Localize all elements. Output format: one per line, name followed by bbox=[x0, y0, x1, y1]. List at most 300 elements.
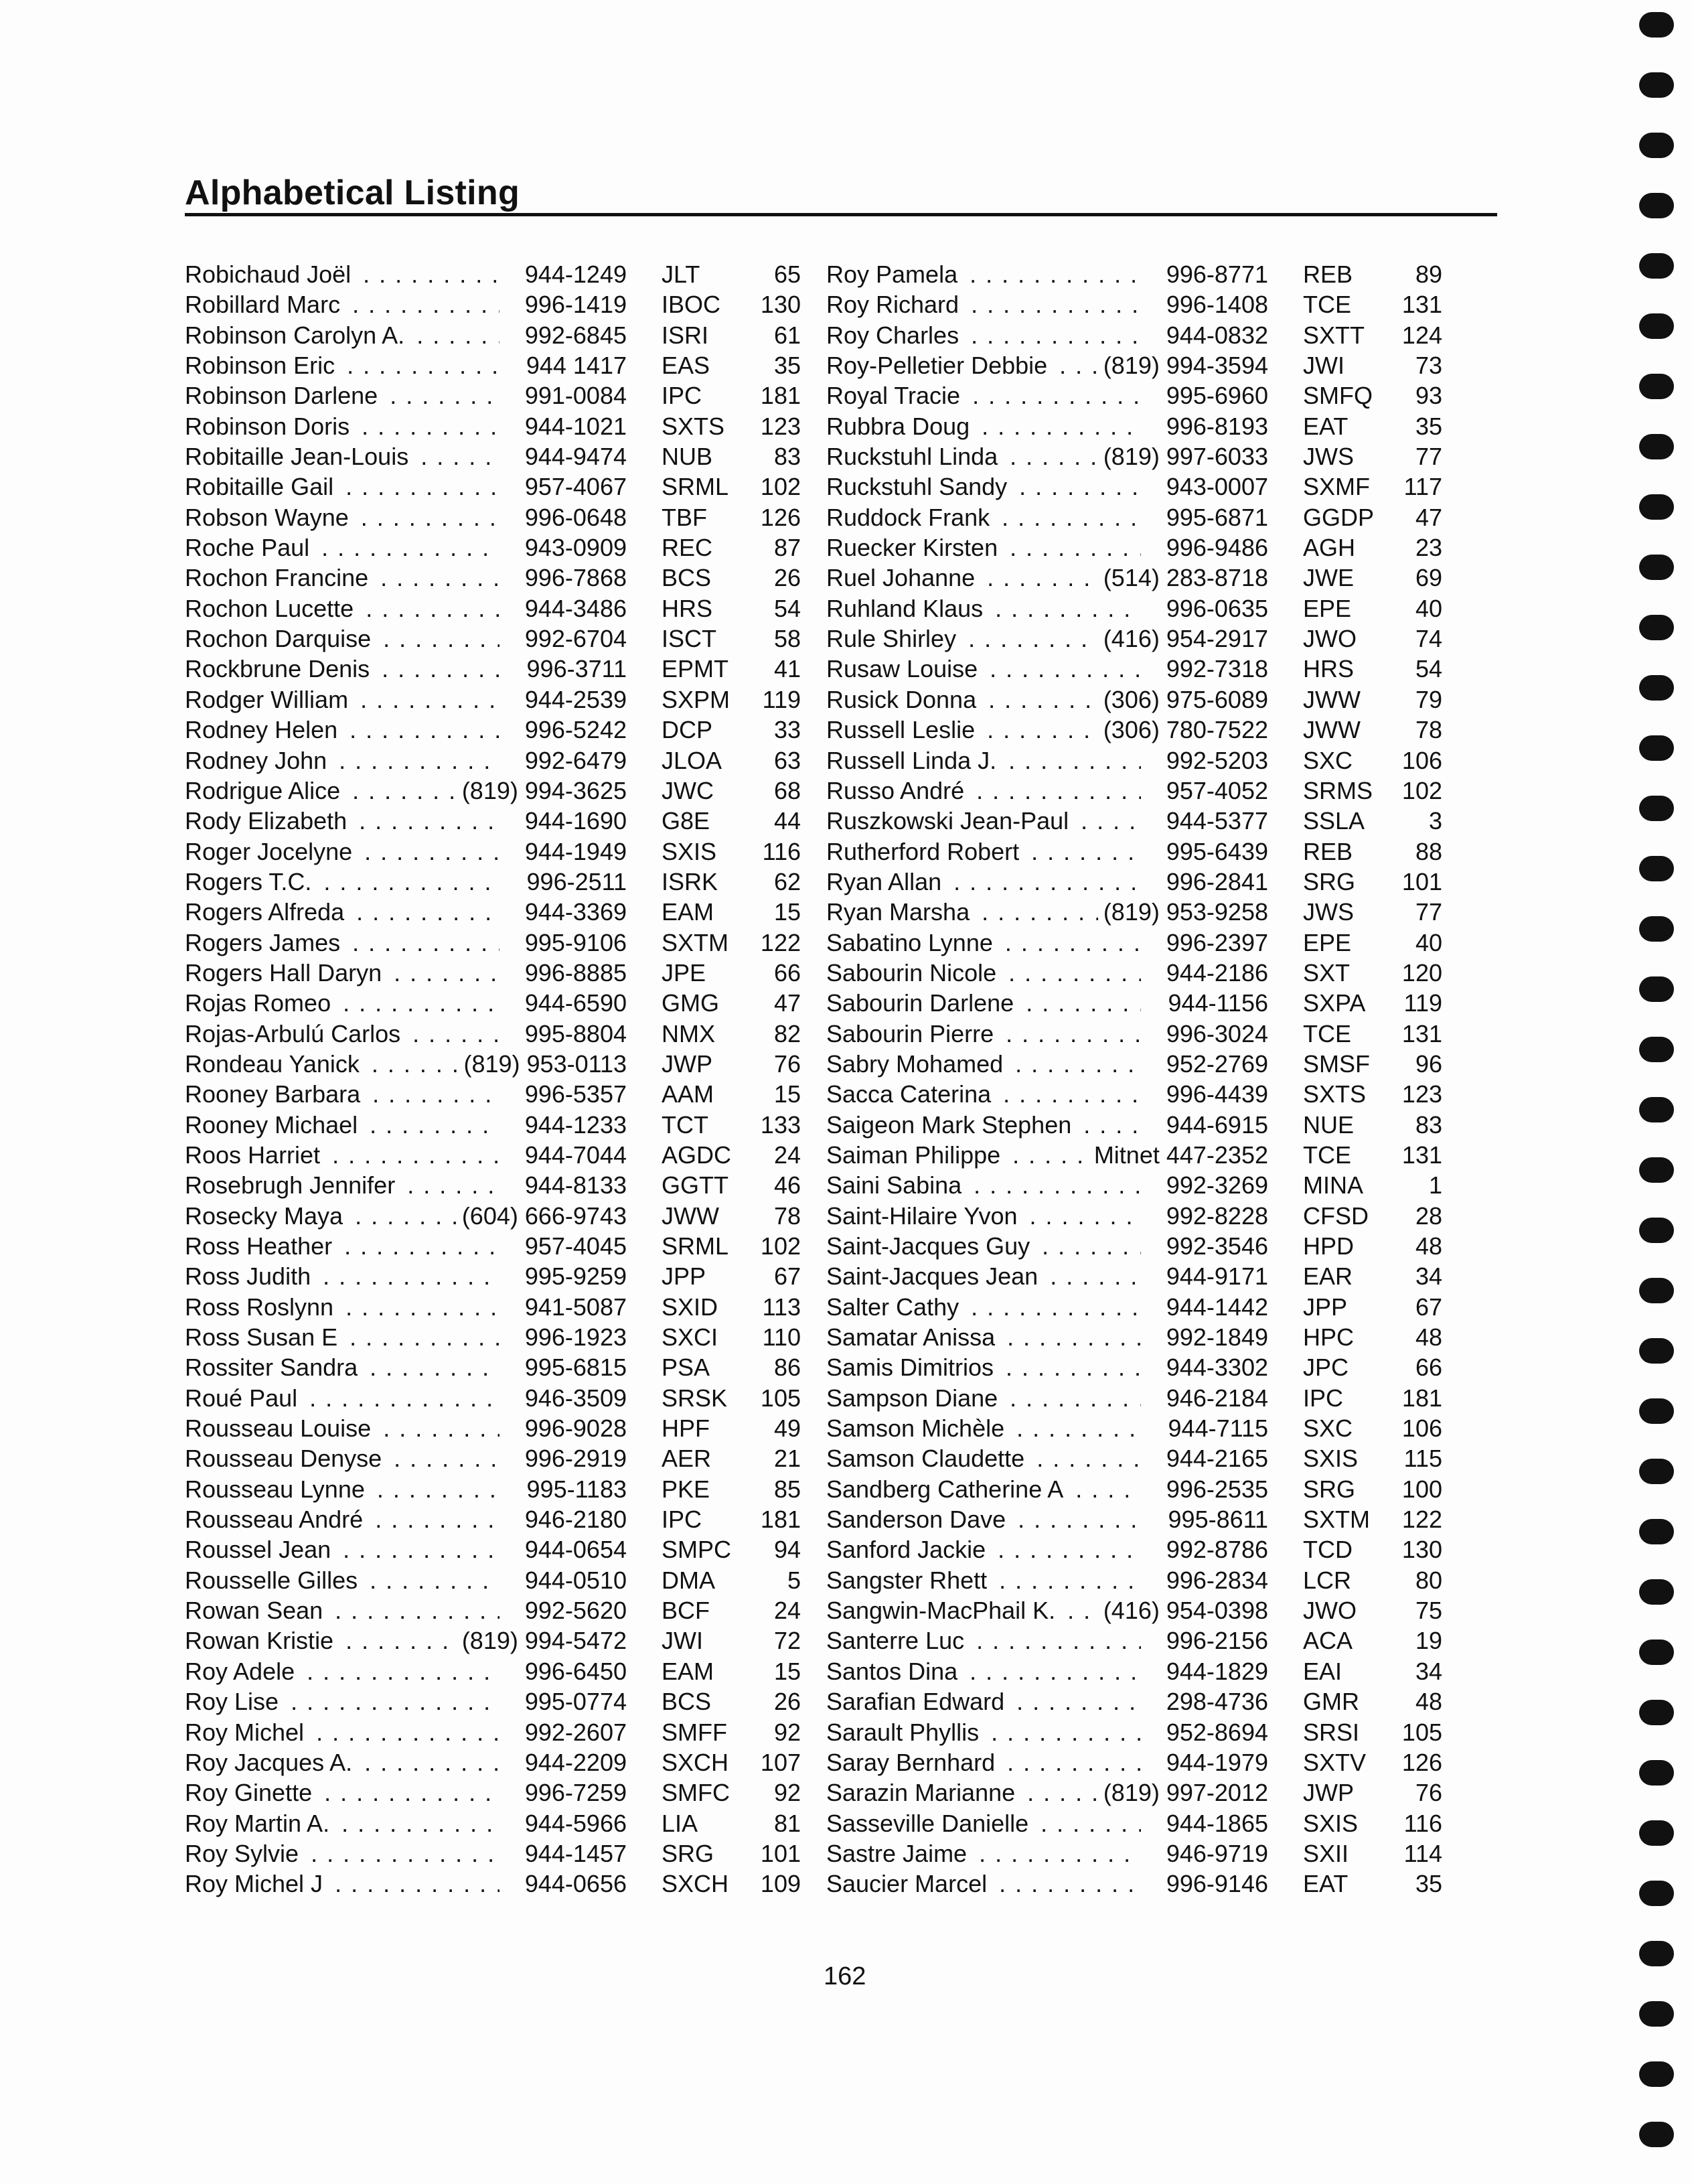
entry-phone: 995-6439 bbox=[1161, 838, 1268, 865]
entry-page: 131 bbox=[1401, 1019, 1442, 1047]
entry-page: 21 bbox=[773, 1445, 801, 1473]
listing-row bbox=[185, 1747, 828, 1777]
entry-name: Samis Dimitrios bbox=[826, 1354, 998, 1381]
entry-name: Sabry Mohamed bbox=[826, 1050, 1007, 1078]
entry-page: 19 bbox=[1415, 1627, 1442, 1655]
entry-page: 24 bbox=[773, 1597, 801, 1625]
entry-page: 102 bbox=[760, 473, 801, 501]
entry-phone: 996-2841 bbox=[1161, 868, 1268, 895]
listing-row bbox=[826, 745, 1469, 776]
listing-row bbox=[826, 1261, 1469, 1291]
entry-page: 102 bbox=[760, 1232, 801, 1260]
entry-page: 1 bbox=[1428, 1171, 1442, 1199]
entry-page: 40 bbox=[1415, 594, 1442, 622]
entry-page: 3 bbox=[1428, 807, 1442, 835]
binding-hole bbox=[1639, 1519, 1674, 1544]
entry-page: 35 bbox=[773, 352, 801, 380]
entry-code: HRS bbox=[662, 594, 713, 622]
binding-hole bbox=[1639, 193, 1674, 218]
entry-page: 40 bbox=[1415, 928, 1442, 956]
entry-name: Ruddock Frank bbox=[826, 504, 994, 531]
listing-column-left bbox=[185, 259, 828, 1899]
entry-code: JWW bbox=[1303, 716, 1361, 744]
entry-phone: 298-4736 bbox=[1161, 1688, 1268, 1715]
entry-name: Ruszkowski Jean-Paul bbox=[826, 807, 1073, 834]
entry-phone: (819) 994-3594 bbox=[1098, 352, 1268, 379]
binding-hole bbox=[1639, 494, 1674, 520]
entry-name: Saint-Jacques Jean bbox=[826, 1262, 1042, 1290]
title-underline bbox=[185, 213, 1497, 216]
listing-row bbox=[826, 1565, 1469, 1595]
entry-code: IBOC bbox=[662, 291, 721, 319]
entry-code: SXT bbox=[1303, 958, 1351, 987]
listing-row bbox=[826, 1717, 1469, 1747]
entry-name: Ross Roslynn bbox=[185, 1293, 337, 1321]
listing-row bbox=[826, 1534, 1469, 1564]
binding-hole bbox=[1639, 555, 1674, 580]
entry-page: 66 bbox=[773, 958, 801, 987]
listing-row bbox=[826, 380, 1469, 411]
entry-phone: (819) 997-6033 bbox=[1098, 443, 1268, 470]
entry-code: IPC bbox=[662, 382, 702, 410]
listing-row bbox=[826, 1443, 1469, 1473]
entry-name: Rousselle Gilles bbox=[185, 1567, 362, 1594]
entry-code: DMA bbox=[662, 1566, 715, 1594]
entry-phone: 944-1457 bbox=[520, 1840, 627, 1867]
entry-name: Ruhland Klaus bbox=[826, 595, 987, 622]
entry-page: 72 bbox=[773, 1627, 801, 1655]
binding-hole bbox=[1639, 1941, 1674, 1966]
entry-page: 44 bbox=[773, 807, 801, 835]
entry-page: 34 bbox=[1415, 1262, 1442, 1291]
entry-page: 119 bbox=[1403, 989, 1442, 1017]
entry-code: EAI bbox=[1303, 1657, 1342, 1685]
entry-phone: 996-0635 bbox=[1161, 595, 1268, 622]
listing-row bbox=[185, 1292, 828, 1322]
entry-code: SXPM bbox=[662, 685, 730, 713]
entry-page: 83 bbox=[773, 443, 801, 471]
entry-phone: 995-0774 bbox=[520, 1688, 627, 1715]
listing-row bbox=[185, 1261, 828, 1291]
listing-row bbox=[185, 1079, 828, 1109]
entry-page: 76 bbox=[773, 1049, 801, 1078]
entry-name: Roy Adele bbox=[185, 1658, 299, 1685]
entry-page: 78 bbox=[773, 1202, 801, 1230]
binding-hole bbox=[1639, 1157, 1674, 1183]
entry-name: Rutherford Robert bbox=[826, 838, 1023, 865]
entry-phone: 944-0656 bbox=[520, 1870, 627, 1897]
entry-page: 131 bbox=[1401, 291, 1442, 319]
listing-row bbox=[185, 715, 828, 745]
entry-code: TCE bbox=[1303, 1019, 1351, 1047]
entry-code: BCF bbox=[662, 1597, 710, 1625]
listing-row bbox=[185, 836, 828, 867]
entry-code: SMFC bbox=[662, 1779, 730, 1807]
entry-phone: 992-3269 bbox=[1161, 1171, 1268, 1199]
entry-page: 123 bbox=[760, 412, 801, 440]
binding-holes bbox=[1639, 12, 1679, 2175]
entry-name: Rousseau André bbox=[185, 1506, 367, 1533]
entry-name: Roué Paul bbox=[185, 1384, 301, 1412]
page-title: Alphabetical Listing bbox=[185, 173, 520, 212]
listing-row bbox=[185, 1777, 828, 1808]
listing-row bbox=[826, 1110, 1469, 1140]
entry-page: 46 bbox=[773, 1171, 801, 1199]
entry-page: 123 bbox=[1401, 1080, 1442, 1108]
entry-page: 107 bbox=[760, 1748, 801, 1776]
entry-phone: 944-5966 bbox=[520, 1810, 627, 1837]
entry-code: JPC bbox=[1303, 1354, 1349, 1382]
entry-phone: 944-3369 bbox=[520, 898, 627, 926]
entry-phone: 944-1865 bbox=[1161, 1810, 1268, 1837]
entry-name: Sarault Phyllis bbox=[826, 1719, 983, 1746]
listing-row bbox=[185, 1352, 828, 1382]
entry-name: Roy Richard bbox=[826, 291, 963, 318]
entry-name: Sandberg Catherine A bbox=[826, 1475, 1067, 1503]
entry-name: Samatar Anissa bbox=[826, 1323, 999, 1351]
entry-code: SXTS bbox=[1303, 1080, 1367, 1108]
listing-row bbox=[826, 684, 1469, 715]
binding-hole bbox=[1639, 2001, 1674, 2027]
entry-phone: 946-3509 bbox=[520, 1384, 627, 1412]
entry-page: 89 bbox=[1415, 261, 1442, 288]
entry-phone: 996-3711 bbox=[522, 655, 627, 682]
entry-code: G8E bbox=[662, 807, 710, 835]
entry-page: 34 bbox=[1415, 1657, 1442, 1685]
binding-hole bbox=[1639, 1398, 1674, 1424]
entry-code: JWW bbox=[1303, 685, 1361, 713]
entry-phone: 944-1690 bbox=[520, 807, 627, 834]
entry-phone: 996-1923 bbox=[520, 1323, 627, 1351]
entry-code: ISCT bbox=[662, 625, 717, 653]
entry-phone: 941-5087 bbox=[520, 1293, 627, 1321]
entry-code: ISRK bbox=[662, 867, 718, 895]
entry-page: 58 bbox=[773, 625, 801, 653]
entry-name: Robitaille Jean-Louis bbox=[185, 443, 412, 470]
entry-code: SXMF bbox=[1303, 473, 1371, 501]
listing-row bbox=[826, 1079, 1469, 1109]
entry-name: Rule Shirley bbox=[826, 625, 960, 652]
listing-row bbox=[185, 1565, 828, 1595]
entry-phone: (819) 994-3625 bbox=[457, 777, 627, 804]
entry-code: SXC bbox=[1303, 746, 1353, 774]
entry-phone: 996-5242 bbox=[520, 716, 627, 743]
listing-row bbox=[826, 928, 1469, 958]
entry-phone: 944-7044 bbox=[520, 1141, 627, 1169]
entry-code: SRML bbox=[662, 473, 729, 501]
entry-name: Ruel Johanne bbox=[826, 564, 979, 591]
entry-page: 78 bbox=[1415, 716, 1442, 744]
entry-code: IPC bbox=[662, 1506, 702, 1534]
entry-code: SRG bbox=[1303, 867, 1356, 895]
entry-phone: 996-8885 bbox=[520, 959, 627, 987]
entry-page: 54 bbox=[773, 594, 801, 622]
entry-name: Saint-Jacques Guy bbox=[826, 1232, 1034, 1260]
binding-hole bbox=[1639, 1218, 1674, 1243]
entry-phone: 992-5203 bbox=[1161, 747, 1268, 774]
entry-page: 73 bbox=[1415, 352, 1442, 380]
entry-code: SXTT bbox=[1303, 321, 1365, 349]
listing-row bbox=[826, 320, 1469, 350]
listing-row bbox=[826, 411, 1469, 441]
entry-name: Ruckstuhl Sandy bbox=[826, 473, 1011, 500]
entry-phone: 995-9106 bbox=[520, 929, 627, 956]
entry-name: Saini Sabina bbox=[826, 1171, 966, 1199]
listing-row bbox=[826, 1140, 1469, 1170]
entry-phone: 944-1979 bbox=[1161, 1749, 1268, 1776]
entry-page: 126 bbox=[1401, 1748, 1442, 1776]
entry-name: Sanderson Dave bbox=[826, 1506, 1010, 1533]
entry-phone: 995-1183 bbox=[522, 1475, 627, 1503]
entry-code: REB bbox=[1303, 261, 1353, 288]
entry-page: 96 bbox=[1415, 1049, 1442, 1078]
entry-name: Rosecky Maya bbox=[185, 1202, 347, 1230]
entry-code: SXTM bbox=[1303, 1506, 1371, 1534]
entry-phone: 992-6845 bbox=[520, 321, 627, 349]
entry-name: Roche Paul bbox=[185, 534, 313, 561]
entry-name: Rochon Lucette bbox=[185, 595, 358, 622]
entry-name: Rochon Francine bbox=[185, 564, 372, 591]
listing-row bbox=[826, 776, 1469, 806]
entry-page: 61 bbox=[773, 321, 801, 349]
entry-name: Rochon Darquise bbox=[185, 625, 375, 652]
entry-name: Robinson Darlene bbox=[185, 382, 382, 409]
entry-name: Ryan Allan bbox=[826, 868, 945, 895]
entry-phone: 996-2156 bbox=[1161, 1627, 1268, 1654]
entry-code: TCD bbox=[1303, 1536, 1353, 1564]
binding-hole bbox=[1639, 434, 1674, 459]
entry-page: 119 bbox=[762, 685, 801, 713]
listing-row bbox=[185, 1322, 828, 1352]
entry-name: Roy Charles bbox=[826, 321, 963, 349]
listing-row bbox=[826, 715, 1469, 745]
entry-page: 67 bbox=[1415, 1293, 1442, 1321]
entry-phone: 992-1849 bbox=[1161, 1323, 1268, 1351]
entry-page: 115 bbox=[1403, 1445, 1442, 1473]
entry-code: SXPA bbox=[1303, 989, 1366, 1017]
listing-row bbox=[185, 745, 828, 776]
entry-phone: 991-0084 bbox=[520, 382, 627, 409]
entry-code: SXIS bbox=[662, 837, 717, 865]
entry-code: EAM bbox=[662, 898, 714, 926]
listing-row bbox=[826, 1413, 1469, 1443]
entry-code: AAM bbox=[662, 1080, 714, 1108]
entry-phone: 996-0648 bbox=[520, 504, 627, 531]
listing-row bbox=[826, 1869, 1469, 1899]
entry-name: Rojas-Arbulú Carlos bbox=[185, 1020, 404, 1047]
entry-page: 101 bbox=[1401, 867, 1442, 895]
listing-row bbox=[826, 1686, 1469, 1717]
entry-page: 86 bbox=[773, 1354, 801, 1382]
binding-hole bbox=[1639, 1881, 1674, 1906]
entry-phone: (306) 975-6089 bbox=[1098, 686, 1268, 713]
entry-phone: 996-2919 bbox=[520, 1445, 627, 1472]
entry-phone: 944-2186 bbox=[1161, 959, 1268, 987]
listing-row bbox=[826, 1656, 1469, 1686]
entry-phone: 944-5377 bbox=[1161, 807, 1268, 834]
binding-hole bbox=[1639, 1278, 1674, 1303]
entry-name: Roos Harriet bbox=[185, 1141, 324, 1169]
entry-page: 26 bbox=[773, 564, 801, 592]
binding-hole bbox=[1639, 916, 1674, 942]
entry-page: 35 bbox=[1415, 412, 1442, 440]
listing-row bbox=[185, 1808, 828, 1838]
entry-name: Rousseau Denyse bbox=[185, 1445, 386, 1472]
entry-page: 75 bbox=[1415, 1597, 1442, 1625]
listing-row bbox=[185, 1170, 828, 1200]
entry-code: EAT bbox=[1303, 1870, 1349, 1898]
entry-page: 87 bbox=[773, 534, 801, 562]
entry-code: JWP bbox=[662, 1049, 712, 1078]
entry-name: Roy Michel J bbox=[185, 1870, 327, 1897]
entry-name: Rody Elizabeth bbox=[185, 807, 351, 834]
entry-code: JPE bbox=[662, 958, 706, 987]
entry-phone: 992-2607 bbox=[520, 1719, 627, 1746]
entry-phone: 996-1419 bbox=[520, 291, 627, 318]
entry-code: PSA bbox=[662, 1354, 710, 1382]
entry-page: 24 bbox=[773, 1141, 801, 1169]
entry-name: Sarafian Edward bbox=[826, 1688, 1008, 1715]
listing-row bbox=[185, 1231, 828, 1261]
listing-row bbox=[185, 1474, 828, 1504]
entry-name: Sabourin Nicole bbox=[826, 959, 1000, 987]
entry-page: 126 bbox=[760, 503, 801, 531]
listing-row bbox=[826, 1292, 1469, 1322]
entry-code: AGH bbox=[1303, 534, 1356, 562]
entry-name: Rossiter Sandra bbox=[185, 1354, 362, 1381]
entry-name: Rogers Alfreda bbox=[185, 898, 348, 926]
listing-row bbox=[826, 532, 1469, 563]
entry-page: 48 bbox=[1415, 1232, 1442, 1260]
entry-code: JWP bbox=[1303, 1779, 1354, 1807]
entry-code: EPE bbox=[1303, 594, 1352, 622]
entry-code: REC bbox=[662, 534, 713, 562]
entry-name: Rowan Sean bbox=[185, 1597, 327, 1624]
entry-code: SXTM bbox=[662, 928, 729, 956]
listing-row bbox=[826, 1777, 1469, 1808]
entry-code: JPP bbox=[1303, 1293, 1348, 1321]
entry-phone: 944-9171 bbox=[1161, 1262, 1268, 1290]
listing-row bbox=[185, 411, 828, 441]
entry-phone: 944-1156 bbox=[1163, 989, 1268, 1017]
entry-page: 105 bbox=[760, 1384, 801, 1412]
entry-code: EAR bbox=[1303, 1262, 1353, 1291]
entry-code: NMX bbox=[662, 1019, 715, 1047]
entry-code: SSLA bbox=[1303, 807, 1365, 835]
entry-code: HPD bbox=[1303, 1232, 1355, 1260]
entry-code: HRS bbox=[1303, 655, 1355, 683]
entry-phone: 992-6704 bbox=[520, 625, 627, 652]
entry-code: SRSK bbox=[662, 1384, 728, 1412]
entry-phone: (819) 953-9258 bbox=[1098, 898, 1268, 926]
entry-name: Saray Bernhard bbox=[826, 1749, 999, 1776]
entry-phone: 996-2397 bbox=[1161, 929, 1268, 956]
entry-page: 26 bbox=[773, 1688, 801, 1716]
entry-phone: (416) 954-0398 bbox=[1098, 1597, 1268, 1624]
entry-name: Russell Linda J. bbox=[826, 747, 1000, 774]
entry-code: JWO bbox=[1303, 625, 1357, 653]
entry-code: SMPC bbox=[662, 1536, 732, 1564]
entry-code: HPF bbox=[662, 1414, 710, 1443]
entry-phone: 944-8133 bbox=[520, 1171, 627, 1199]
binding-hole bbox=[1639, 1459, 1674, 1484]
entry-name: Roy Sylvie bbox=[185, 1840, 303, 1867]
entry-name: Roy Jacques A. bbox=[185, 1749, 356, 1776]
listing-row bbox=[185, 289, 828, 319]
entry-phone: 996-2511 bbox=[522, 868, 627, 895]
entry-phone: 944-9474 bbox=[520, 443, 627, 470]
entry-code: EAM bbox=[662, 1657, 714, 1685]
entry-phone: 996-9028 bbox=[520, 1414, 627, 1442]
listing-row bbox=[185, 1413, 828, 1443]
binding-hole bbox=[1639, 735, 1674, 761]
entry-phone: 996-1408 bbox=[1161, 291, 1268, 318]
binding-hole bbox=[1639, 976, 1674, 1002]
entry-code: LIA bbox=[662, 1809, 698, 1837]
entry-page: 35 bbox=[1415, 1870, 1442, 1898]
entry-page: 93 bbox=[1415, 382, 1442, 410]
listing-row bbox=[826, 1838, 1469, 1869]
listing-column-right bbox=[826, 259, 1469, 1899]
entry-page: 114 bbox=[1403, 1839, 1442, 1867]
entry-phone: 996-5357 bbox=[520, 1080, 627, 1108]
entry-phone: (604) 666-9743 bbox=[457, 1202, 627, 1230]
listing-row bbox=[185, 928, 828, 958]
entry-phone: 944-7115 bbox=[1163, 1414, 1268, 1442]
listing-row bbox=[826, 1231, 1469, 1261]
listing-row bbox=[826, 654, 1469, 684]
entry-code: SMFQ bbox=[1303, 382, 1373, 410]
entry-name: Roy Michel bbox=[185, 1719, 308, 1746]
entry-phone: 957-4067 bbox=[520, 473, 627, 500]
entry-code: EAS bbox=[662, 352, 710, 380]
entry-code: TBF bbox=[662, 503, 707, 531]
entry-page: 15 bbox=[773, 1657, 801, 1685]
entry-page: 49 bbox=[773, 1414, 801, 1443]
entry-name: Rusaw Louise bbox=[826, 655, 982, 682]
entry-code: JWW bbox=[662, 1202, 719, 1230]
entry-phone: 944-1829 bbox=[1161, 1658, 1268, 1685]
entry-page: 5 bbox=[787, 1566, 801, 1594]
entry-code: TCE bbox=[1303, 291, 1351, 319]
entry-code: SRG bbox=[662, 1839, 714, 1867]
entry-page: 81 bbox=[773, 1809, 801, 1837]
entry-name: Sangster Rhett bbox=[826, 1567, 991, 1594]
entry-name: Sabourin Darlene bbox=[826, 989, 1018, 1017]
listing-row bbox=[826, 502, 1469, 532]
entry-phone: (306) 780-7522 bbox=[1098, 716, 1268, 743]
entry-name: Roy-Pelletier Debbie bbox=[826, 352, 1051, 379]
entry-code: JWS bbox=[1303, 443, 1354, 471]
entry-phone: 996-2834 bbox=[1161, 1567, 1268, 1594]
entry-code: PKE bbox=[662, 1475, 710, 1503]
entry-code: SXCI bbox=[662, 1323, 718, 1352]
entry-page: 48 bbox=[1415, 1323, 1442, 1352]
entry-code: SXTV bbox=[1303, 1748, 1367, 1776]
entry-code: SXCH bbox=[662, 1748, 729, 1776]
entry-phone: 995-6960 bbox=[1161, 382, 1268, 409]
entry-code: SRMS bbox=[1303, 776, 1373, 804]
entry-page: 77 bbox=[1415, 443, 1442, 471]
entry-page: 106 bbox=[1401, 746, 1442, 774]
binding-hole bbox=[1639, 2122, 1674, 2147]
entry-page: 82 bbox=[773, 1019, 801, 1047]
entry-phone: 946-2184 bbox=[1161, 1384, 1268, 1412]
entry-phone: 996-2535 bbox=[1161, 1475, 1268, 1503]
entry-name: Rogers James bbox=[185, 929, 344, 956]
entry-code: SXCH bbox=[662, 1870, 729, 1898]
listing-row bbox=[826, 1352, 1469, 1382]
